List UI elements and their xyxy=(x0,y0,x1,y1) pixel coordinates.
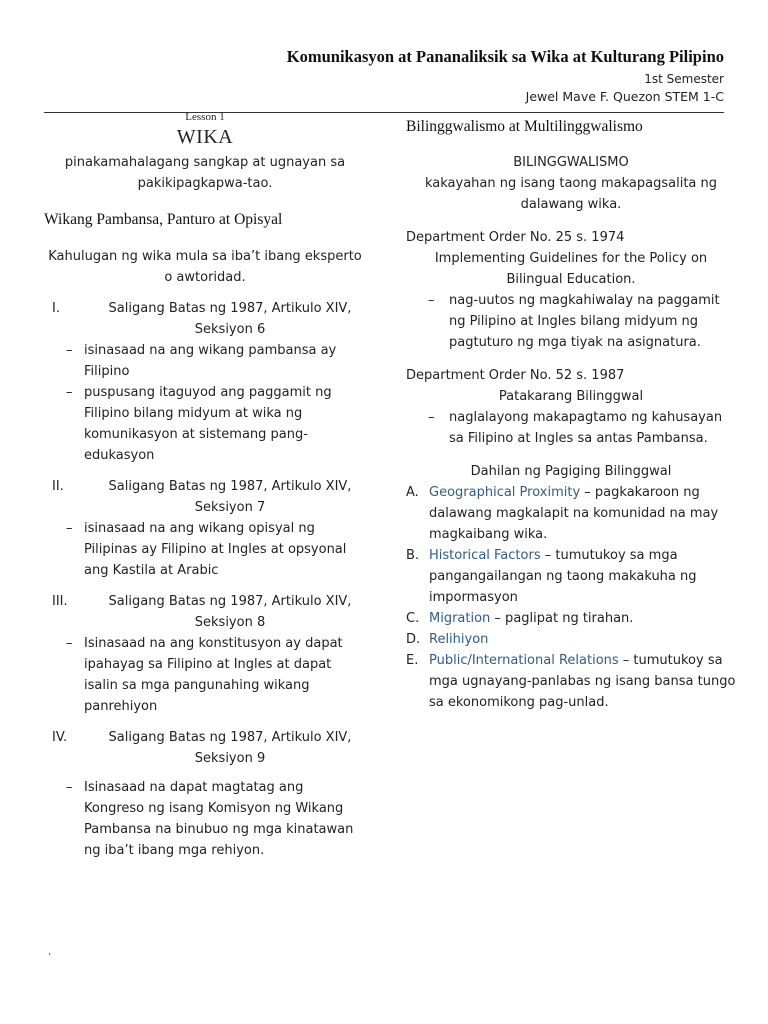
section-heading-bilinggwalismo: Bilinggwalismo at Multilinggwalismo xyxy=(406,118,643,135)
reason-term: Geographical Proximity xyxy=(429,485,581,500)
article-heading xyxy=(44,727,366,769)
dash-bullet: – xyxy=(66,385,73,400)
reason-item xyxy=(406,650,736,713)
list-item xyxy=(44,777,366,861)
roman-numeral: IV. xyxy=(52,730,68,745)
list-item xyxy=(44,633,366,717)
department-order-2-title: Department Order No. 52 s. 1987 xyxy=(406,368,625,383)
department-order-1-subtitle: Implementing Guidelines for the Policy on Bilingual Education. xyxy=(434,251,708,287)
reason-term: Relihiyon xyxy=(429,632,489,647)
reasons-heading: Dahilan ng Pagiging Bilinggwal xyxy=(470,464,672,479)
reason-term: Public/International Relations xyxy=(429,653,619,668)
document-title: Komunikasyon at Pananaliksik sa Wika at Kulturang Pilipino xyxy=(286,47,724,66)
article-heading xyxy=(44,476,366,518)
wika-definition: pinakamahalagang sangkap at ugnayan sa pakikipagkapwa-tao. xyxy=(64,155,346,191)
list-item xyxy=(44,382,366,466)
list-item xyxy=(44,340,366,382)
list-item-text: isinasaad na ang wikang pambansa ay Filipino xyxy=(84,343,337,379)
left-column xyxy=(44,111,366,861)
department-order-2-subtitle: Patakarang Bilinggwal xyxy=(498,389,644,404)
wika-heading: WIKA xyxy=(176,126,234,148)
article-heading xyxy=(44,591,366,633)
roman-numeral: II. xyxy=(52,479,64,494)
reason-description: – pagkakaroon ng dalawang magkalapit na komunidad na may magkaibang wika. xyxy=(429,485,719,542)
list-item-text: puspusang itaguyod ang paggamit ng Filipino bilang midyum at wika ng komunikasyon at sistemang pang-edukasyon xyxy=(84,385,332,463)
reason-letter: A. xyxy=(406,485,419,500)
dash-bullet: – xyxy=(66,521,73,536)
author-label: Jewel Mave F. Quezon STEM 1-C xyxy=(525,89,724,104)
footer-mark: ’ xyxy=(48,952,52,963)
dash-bullet: – xyxy=(428,410,435,425)
reason-term: Migration xyxy=(429,611,491,626)
list-item-text: isinasaad na ang wikang opisyal ng Pilipinas ay Filipino at Ingles at opsyonal ang Kastila at Arabic xyxy=(84,521,347,578)
article-title: Saligang Batas ng 1987, Artikulo XIV, Seksiyon 7 xyxy=(108,479,352,515)
reason-letter: C. xyxy=(406,611,420,626)
section-heading-wikang-pambansa: Wikang Pambansa, Panturo at Opisyal xyxy=(44,211,283,228)
list-item-text: naglalayong makapagtamo ng kahusayan sa Filipino at Ingles sa antas Pambansa. xyxy=(449,410,723,446)
article-title: Saligang Batas ng 1987, Artikulo XIV, Seksiyon 9 xyxy=(108,730,352,766)
bilinggwalismo-subheading: BILINGGWALISMO xyxy=(513,155,629,170)
article-block xyxy=(44,298,366,466)
bilinggwalismo-definition: kakayahan ng isang taong makapagsalita ng dalawang wika. xyxy=(424,176,718,212)
list-item-text: Isinasaad na dapat magtatag ang Kongreso ng isang Komisyon ng Wikang Pambansa na binubuo ng mga kinatawan ng iba’t ibang mga rehiyon. xyxy=(84,780,354,858)
reason-term: Historical Factors xyxy=(429,548,541,563)
article-title: Saligang Batas ng 1987, Artikulo XIV, Seksiyon 6 xyxy=(108,301,352,337)
dash-bullet: – xyxy=(66,636,73,651)
reason-item xyxy=(406,629,736,650)
roman-numeral: III. xyxy=(52,594,68,609)
article-block xyxy=(44,591,366,717)
reason-letter: E. xyxy=(406,653,419,668)
article-title: Saligang Batas ng 1987, Artikulo XIV, Seksiyon 8 xyxy=(108,594,352,630)
list-item xyxy=(406,407,736,449)
reason-description: – tumutukoy sa mga pangangailangan ng taong makakuha ng impormasyon xyxy=(429,548,697,605)
article-heading xyxy=(44,298,366,340)
department-order-1-title: Department Order No. 25 s. 1974 xyxy=(406,230,625,245)
list-item-text: nag-uutos ng magkahiwalay na paggamit ng Pilipino at Ingles bilang midyum ng pagtuturo ng mga tiyak na asignatura. xyxy=(449,293,720,350)
semester-label: 1st Semester xyxy=(644,72,724,86)
dash-bullet: – xyxy=(66,780,73,795)
dash-bullet: – xyxy=(428,293,435,308)
list-item-text: Isinasaad na ang konstitusyon ay dapat ipahayag sa Filipino at Ingles at dapat isalin sa mga pangunahing wikang panrehiyon xyxy=(84,636,343,714)
intro-text: Kahulugan ng wika mula sa iba’t ibang eksperto o awtoridad. xyxy=(48,249,362,285)
reason-description: – paglipat ng tirahan. xyxy=(490,611,634,626)
list-item xyxy=(406,290,736,353)
reason-letter: D. xyxy=(406,632,421,647)
reason-item xyxy=(406,608,736,629)
reason-description: – tumutukoy sa mga ugnayang-panlabas ng isang bansa tungo sa ekonomikong pag-unlad. xyxy=(429,653,736,710)
right-column xyxy=(406,116,736,713)
article-block xyxy=(44,727,366,861)
dash-bullet: – xyxy=(66,343,73,358)
roman-numeral: I. xyxy=(52,301,60,316)
list-item xyxy=(44,518,366,581)
reason-item xyxy=(406,545,736,608)
reason-letter: B. xyxy=(406,548,420,563)
reason-item xyxy=(406,482,736,545)
lesson-label: Lesson 1 xyxy=(185,111,225,123)
article-block xyxy=(44,476,366,581)
